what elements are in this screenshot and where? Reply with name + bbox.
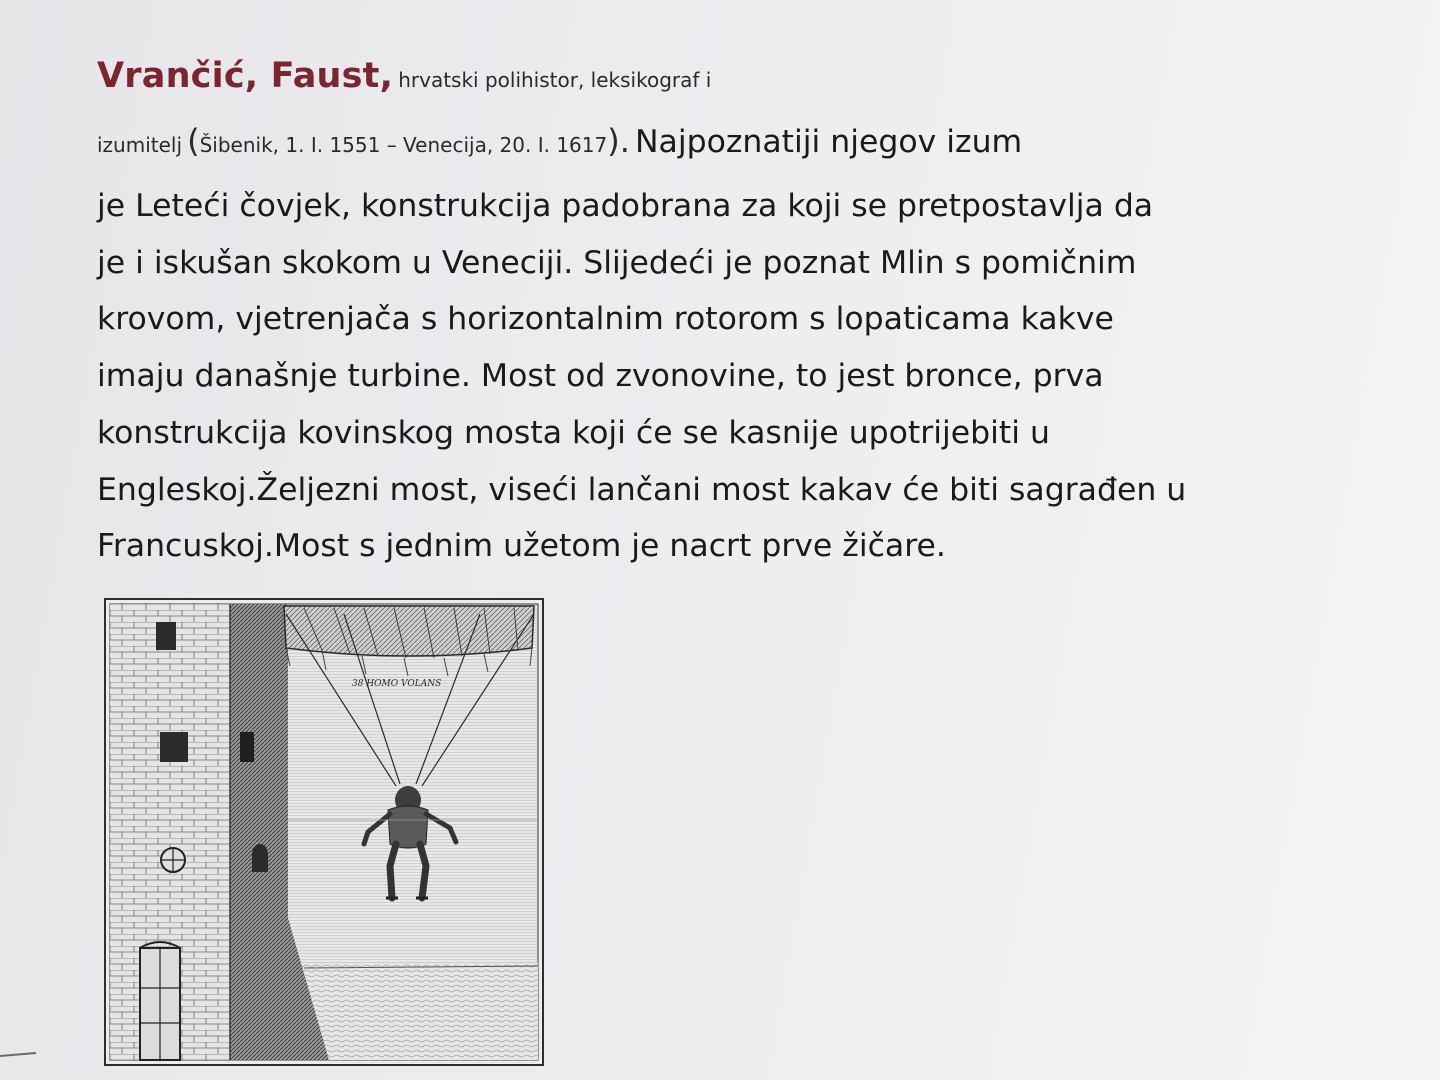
pin-icon [0, 1050, 40, 1060]
body-line: imaju današnje turbine. Most od zvonovine, to jest bronce, prva [97, 358, 1104, 395]
homo-volans-engraving [104, 598, 544, 1066]
entry-line-2 [97, 122, 1022, 160]
body-line: je Leteći čovjek, konstrukcija padobrana za koji se pretpostavlja da [97, 188, 1154, 224]
engraving-caption: 38 HOMO VOLANS [352, 679, 442, 689]
entry-body [97, 178, 1417, 575]
body-line: Francuskoj.Most s jednim užetom je nacrt prve žičare. [97, 528, 946, 565]
dates-close-paren: ). [607, 122, 630, 160]
dates-open-paren: ( [187, 122, 200, 160]
entry-name: Vrančić, Faust, [97, 56, 394, 96]
body-line: Engleskoj.Željezni most, viseći lančani most kakav će biti sagrađen u [97, 471, 1187, 508]
entry-dates: Šibenik, 1. I. 1551 – Venecija, 20. I. 1617 [199, 133, 608, 157]
body-line: krovom, vjetrenjača s horizontalnim rotorom s lopaticama kakve [97, 301, 1114, 338]
body-line: konstrukcija kovinskog mosta koji će se kasnije upotrijebiti u [97, 414, 1050, 451]
entry-descriptor: hrvatski polihistor, leksikograf i [398, 68, 712, 92]
entry-header [97, 56, 711, 96]
body-line-start: Najpoznatiji njegov izum [634, 124, 1023, 160]
body-line: je i iskušan skokom u Veneciji. Slijedeći je poznat Mlin s pomičnim [97, 244, 1137, 281]
entry-occupation: izumitelj [97, 133, 183, 157]
